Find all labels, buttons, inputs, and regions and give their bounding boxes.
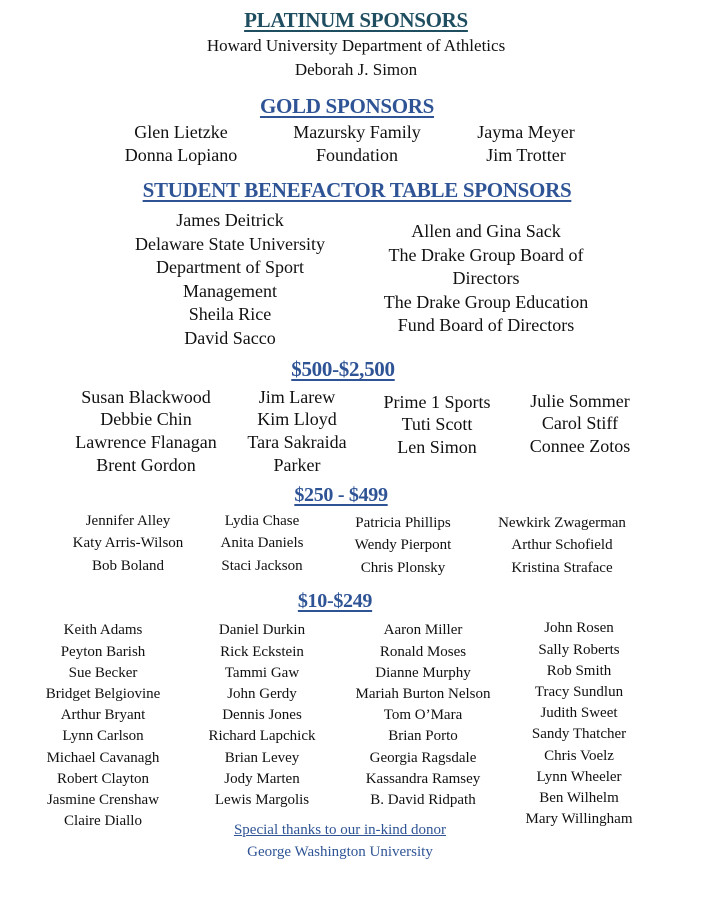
sponsor-name: Richard Lapchick [208, 728, 316, 745]
sponsor-name: Sue Becker [68, 664, 138, 681]
sponsor-name: Howard University Department of Athletics [206, 36, 506, 55]
sponsor-name: Claire Diallo [64, 813, 142, 830]
sponsor-name: Carol Stiff [541, 413, 619, 434]
sponsor-name: Bob Boland [91, 557, 165, 574]
sponsor-name: Kim Lloyd [257, 409, 337, 430]
sponsor-name: Rick Eckstein [220, 643, 304, 660]
sponsor-name: Sandy Thatcher [531, 726, 627, 743]
sponsor-name: Arthur Schofield [511, 537, 613, 554]
sponsor-name: Connee Zotos [529, 436, 631, 457]
sponsor-name: B. David Ridpath [370, 792, 476, 809]
sponsor-name: Management [183, 280, 277, 301]
sponsor-name: Daniel Durkin [218, 622, 306, 639]
sponsor-name: Katy Arris-Wilson [72, 535, 184, 552]
sponsor-name: Ben Wilhelm [539, 790, 619, 807]
sponsor-name: Parker [273, 454, 321, 475]
sponsor-name: Jim Larew [258, 386, 336, 407]
sponsor-name: Susan Blackwood [81, 386, 211, 407]
sponsor-name: Lynn Carlson [62, 728, 144, 745]
sponsor-name: Kassandra Ramsey [365, 770, 481, 787]
sponsor-name: Tuti Scott [401, 414, 473, 435]
sponsor-name: Bridget Belgiovine [45, 686, 161, 702]
sponsor-name: The Drake Group Board of [388, 244, 584, 265]
sponsor-name: Donna Lopiano [124, 144, 238, 165]
tier250-column [382, 512, 720, 580]
student-heading: STUDENT BENEFACTOR TABLE SPONSORS [142, 178, 572, 202]
platinum-column [176, 34, 536, 82]
sponsor-name: Lawrence Flanagan [75, 432, 217, 453]
tier-250-heading: $250 - $499 [294, 484, 388, 506]
sponsor-name: Sheila Rice [188, 304, 272, 325]
sponsor-name: Judith Sweet [540, 705, 618, 722]
sponsor-name: Lynn Wheeler [536, 768, 622, 785]
sponsor-name: Prime 1 Sports [383, 391, 491, 412]
sponsor-name: Tracy Sundlun [534, 684, 624, 700]
in-kind-donor: George Washington University [247, 844, 433, 860]
tier-500-heading: $500-$2,500 [291, 357, 395, 381]
sponsor-name: Newkirk Zwagerman [498, 514, 626, 531]
tier10-column [399, 618, 720, 830]
sponsor-name: Patricia Phillips [355, 514, 451, 531]
sponsor-name: Brent Gordon [96, 454, 196, 475]
sponsor-name: Dianne Murphy [375, 664, 471, 681]
gold-heading: GOLD SPONSORS [259, 94, 435, 118]
sponsor-name: Staci Jackson [221, 557, 303, 574]
sponsor-name: Brian Porto [388, 728, 458, 745]
sponsor-name: Kristina Straface [511, 559, 613, 576]
sponsor-name: Foundation [315, 144, 398, 165]
sponsor-name: Chris Plonsky [360, 559, 446, 576]
sponsor-name: Brian Levey [224, 749, 300, 766]
sponsor-name: Department of Sport [156, 257, 304, 278]
sponsor-name: Tammi Gaw [224, 664, 300, 681]
sponsor-name: Debbie Chin [100, 409, 192, 430]
sponsor-name: Glen Lietzke [134, 121, 228, 142]
sponsor-name: Lydia Chase [224, 512, 300, 529]
student-column [306, 220, 666, 338]
sponsor-name: Jayma Meyer [477, 121, 575, 142]
sponsor-name: Tom O’Mara [383, 707, 463, 724]
sponsor-name: Chris Voelz [544, 747, 614, 764]
sponsor-name: Lewis Margolis [214, 792, 310, 809]
platinum-heading: PLATINUM SPONSORS [244, 8, 468, 32]
tier-10-heading: $10-$249 [297, 590, 373, 612]
sponsor-name: Julie Sommer [530, 390, 630, 411]
sponsor-name: Dennis Jones [222, 707, 302, 724]
sponsor-name: Jody Marten [224, 770, 300, 787]
sponsor-name: Sally Roberts [538, 641, 620, 658]
sponsor-name: Keith Adams [63, 622, 143, 639]
sponsor-name: Jennifer Alley [85, 512, 171, 529]
sponsor-name: Wendy Pierpont [354, 537, 452, 554]
sponsor-name: Ronald Moses [379, 643, 467, 660]
sponsor-name: Aaron Miller [383, 622, 463, 639]
sponsor-name: Delaware State University [135, 233, 325, 254]
sponsor-name: The Drake Group Education [383, 291, 589, 312]
sponsor-name: Michael Cavanagh [46, 749, 160, 766]
sponsor-name: Robert Clayton [56, 770, 150, 787]
sponsor-name: Mariah Burton Nelson [355, 686, 491, 702]
sponsor-name: Tara Sakraida [247, 432, 347, 453]
sponsor-name: John Gerdy [227, 686, 297, 702]
sponsor-name: John Rosen [544, 620, 614, 637]
sponsor-name: Georgia Ragsdale [369, 749, 477, 766]
sponsor-name: Fund Board of Directors [397, 315, 575, 336]
sponsor-name: Jim Trotter [486, 144, 566, 165]
sponsor-name: Jasmine Crenshaw [46, 792, 160, 809]
sponsor-name: Rob Smith [546, 662, 612, 679]
sponsor-name: David Sacco [184, 327, 276, 348]
thanks-line: Special thanks to our in-kind donor [233, 822, 447, 838]
sponsor-name: Anita Daniels [220, 535, 304, 552]
sponsor-name: Deborah J. Simon [294, 60, 418, 79]
sponsor-name: James Deitrick [176, 210, 284, 231]
sponsor-name: Directors [452, 268, 520, 289]
gold-column [346, 121, 706, 167]
sponsor-name: Peyton Barish [60, 643, 146, 660]
sponsor-name: Len Simon [397, 437, 477, 458]
sponsor-name: Arthur Bryant [60, 707, 146, 724]
sponsor-name: Mazursky Family [293, 121, 421, 142]
sponsor-name: Allen and Gina Sack [411, 221, 561, 242]
sponsor-name: Mary Willingham [525, 811, 633, 828]
tier500-column [400, 390, 720, 458]
